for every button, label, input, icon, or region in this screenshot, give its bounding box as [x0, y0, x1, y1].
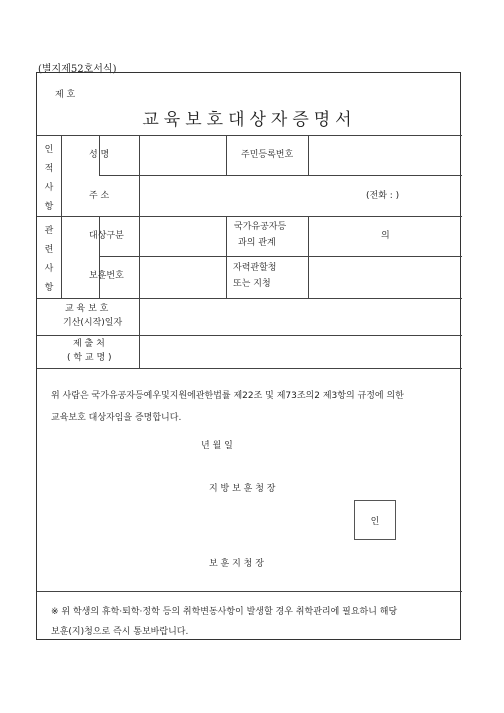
start-date-label-line-2: 기산(시작)일자 — [63, 318, 123, 328]
divider — [37, 135, 462, 136]
issuer-regional-office: 지 방 보 훈 청 장 — [209, 484, 276, 494]
phone-label: (전화 : ) — [366, 191, 400, 201]
school-name-label: ( 학 교 명 ) — [67, 353, 112, 363]
personal-section-label: 인 적 사 항 — [44, 145, 54, 212]
office-label: 자력관할청 — [233, 263, 277, 273]
divider — [37, 216, 462, 217]
start-date-label: 교 육 보 호 — [65, 304, 109, 314]
issuer-branch-office: 보 훈 지 청 장 — [209, 559, 264, 569]
resident-number-label: 주민등록번호 — [241, 150, 294, 160]
form-number-label: (별지제52호서식) — [38, 64, 117, 75]
address-label: 주 소 — [89, 191, 110, 201]
certificate-form — [36, 72, 461, 640]
certification-text: 위 사람은 국가유공자등예우및지원에관한법률 제22조 및 제73조의2 제3항의 규정에 의한 교육보호 대상자임을 증명합니다. — [51, 391, 404, 423]
relation-section-label: 관 련 사 항 — [44, 226, 54, 293]
divider — [226, 135, 227, 176]
divider — [37, 368, 462, 369]
divider — [61, 135, 62, 298]
submit-to-label: 제 출 처 — [73, 339, 105, 349]
divider — [226, 216, 227, 298]
divider — [99, 175, 462, 176]
relationship-label: 국가유공자등 — [234, 222, 287, 232]
category-label: 대상구분 — [89, 231, 124, 241]
seal-box: 인 — [354, 500, 396, 540]
divider — [139, 135, 140, 368]
divider — [37, 335, 462, 336]
veteran-number-label: 보훈번호 — [89, 271, 124, 281]
divider — [37, 298, 462, 299]
issue-date-line: 년 월 일 — [201, 441, 233, 451]
relationship-value: 의 — [381, 231, 390, 241]
divider — [99, 256, 462, 257]
relationship-label-line-2: 과의 관계 — [238, 238, 276, 248]
office-label-line-2: 또는 지청 — [233, 279, 271, 289]
document-title: 교육보호대상자증명서 — [142, 110, 357, 130]
divider — [37, 591, 462, 592]
document-number-label: 제 호 — [55, 90, 76, 100]
divider — [99, 216, 100, 298]
name-label: 성 명 — [89, 150, 110, 160]
divider — [308, 135, 309, 176]
notice-text: ※ 위 학생의 휴학·퇴학·정학 등의 취학변동사항이 발생할 경우 취학관리에 필요하니 해당 보훈(지)청으로 즉시 통보바랍니다. — [51, 607, 398, 637]
divider — [308, 216, 309, 298]
